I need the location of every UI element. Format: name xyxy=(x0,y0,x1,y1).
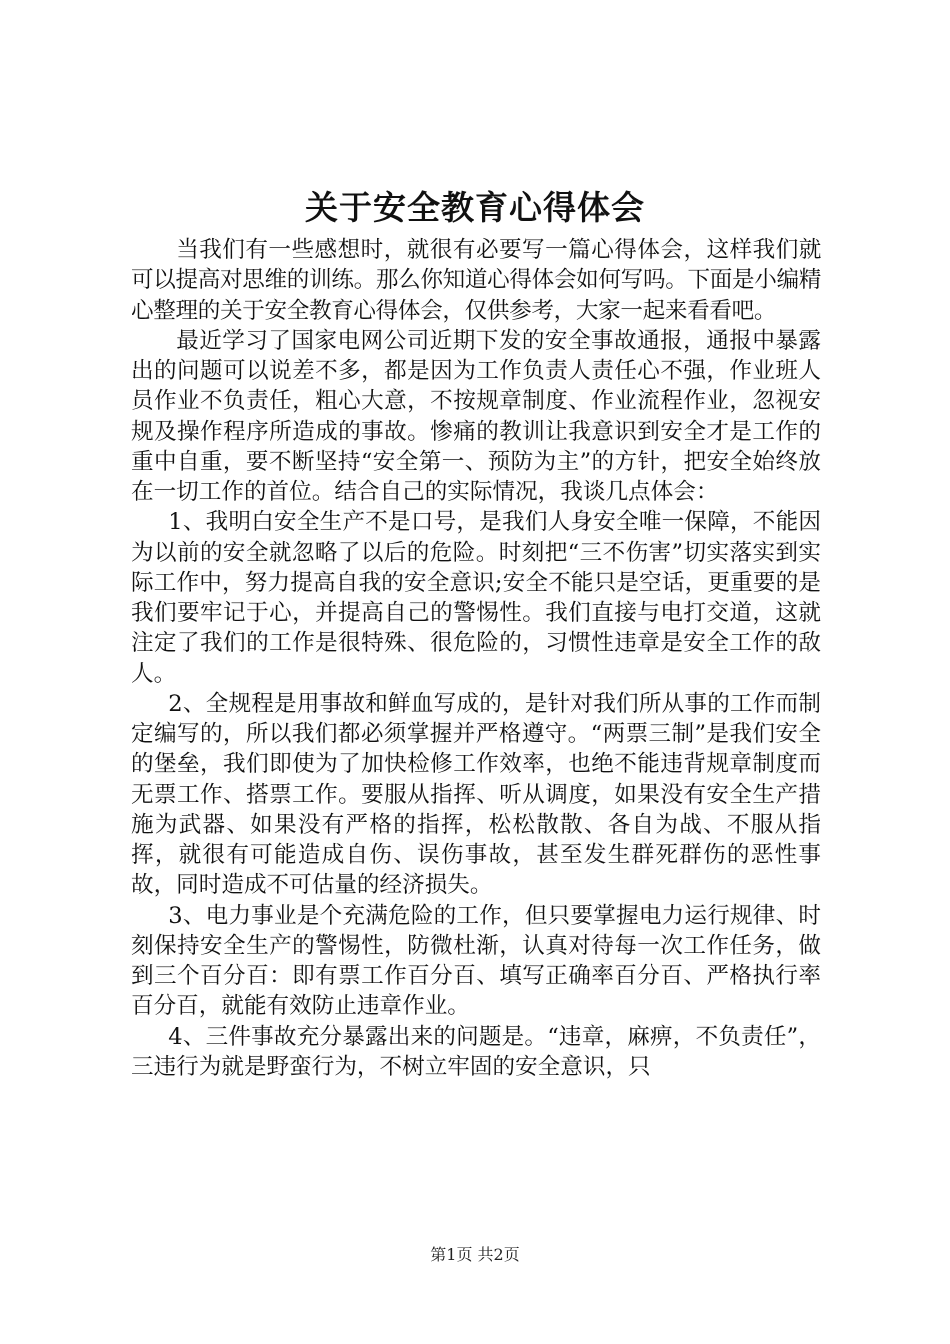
document-title: 关于安全教育心得体会 xyxy=(305,188,645,227)
paragraph-point-2: 2、全规程是用事故和鲜血写成的，是针对我们所从事的工作而制定编写的，所以我们都必须掌握并严格遵守。“两票三制”是我们安全的堡垒，我们即使为了加快检修工作效率，也绝不能违背规章制度而无票工作、搭票工作。要服从指挥、听从调度，如果没有安全生产措施为武器、如果没有严格的指挥，松松散散、各自为战、不服从指挥，就很有可能造成自伤、误伤事故，甚至发生群死群伤的恶性事故，同时造成不可估量的经济损失。 xyxy=(131,690,821,899)
paragraph-point-1: 1、我明白安全生产不是口号，是我们人身安全唯一保障，不能因为以前的安全就忽略了以后的危险。时刻把“三不伤害”切实落实到实际工作中，努力提高自我的安全意识;安全不能只是空话，更重要的是我们要牢记于心，并提高自己的警惕性。我们直接与电打交道，这就注定了我们的工作是很特殊、很危险的，习惯性违章是安全工作的敌人。 xyxy=(131,509,821,687)
page-indicator: 第1页 共2页 xyxy=(430,1245,520,1264)
paragraph-point-4: 4、三件事故充分暴露出来的问题是。“违章，麻痹，不负责任”，三违行为就是野蛮行为，不树立牢固的安全意识，只 xyxy=(131,1023,821,1080)
paragraph-background: 最近学习了国家电网公司近期下发的安全事故通报，通报中暴露出的问题可以说差不多，都是因为工作负责人责任心不强，作业班人员作业不负责任，粗心大意，不按规章制度、作业流程作业，忽视安规及操作程序所造成的事故。惨痛的教训让我意识到安全才是工作的重中自重，要不断坚持“安全第一、预防为主”的方针，把安全始终放在一切工作的首位。结合自己的实际情况，我谈几点体会： xyxy=(131,327,821,505)
document-body xyxy=(131,235,821,1082)
paragraph-intro: 当我们有一些感想时，就很有必要写一篇心得体会，这样我们就可以提高对思维的训练。那么你知道心得体会如何写吗。下面是小编精心整理的关于安全教育心得体会，仅供参考，大家一起来看看吧。 xyxy=(131,237,821,324)
paragraph-point-3: 3、电力事业是个充满危险的工作，但只要掌握电力运行规律、时刻保持安全生产的警惕性，防微杜渐，认真对待每一次工作任务，做到三个百分百：即有票工作百分百、填写正确率百分百、严格执行率百分百，就能有效防止违章作业。 xyxy=(131,902,821,1020)
